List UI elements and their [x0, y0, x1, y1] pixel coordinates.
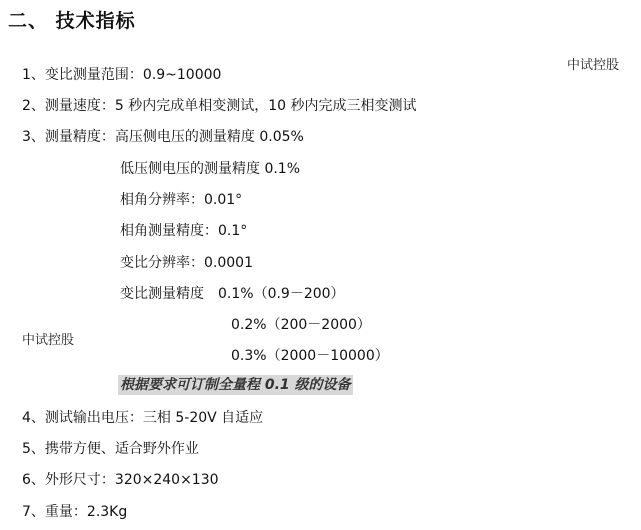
customization-note: 根据要求可订制全量程 0.1 级的设备 — [120, 377, 351, 393]
accuracy-ratio-resolution: 变比分辨率：0.0001 — [120, 255, 253, 271]
spec-item-measure-speed: 2、测量速度：5 秒内完成单相变测试，10 秒内完成三相变测试 — [22, 98, 417, 114]
accuracy-phase-resolution: 相角分辨率：0.01° — [120, 192, 243, 208]
spec-item-weight: 7、重量：2.3Kg — [22, 504, 128, 520]
accuracy-ratio-accuracy-2: 0.2%（200－2000） — [231, 317, 371, 333]
accuracy-phase-accuracy: 相角测量精度：0.1° — [120, 223, 248, 239]
accuracy-ratio-accuracy-3: 0.3%（2000－10000） — [231, 348, 389, 364]
accuracy-low-voltage: 低压侧电压的测量精度 0.1% — [120, 161, 301, 177]
accuracy-ratio-accuracy-1: 变比测量精度 0.1%（0.9－200） — [120, 286, 345, 302]
watermark-text: 中试控股 — [567, 58, 620, 73]
spec-item-output-voltage: 4、测试输出电压：三相 5-20V 自适应 — [22, 410, 264, 426]
spec-item-measure-accuracy: 3、测量精度：高压侧电压的测量精度 0.05% — [22, 129, 304, 145]
watermark-text: 中试控股 — [22, 333, 75, 348]
spec-item-ratio-range: 1、变比测量范围：0.9~10000 — [22, 67, 222, 83]
section-heading: 二、 技术指标 — [8, 10, 136, 32]
spec-item-portability: 5、携带方便、适合野外作业 — [22, 441, 199, 457]
spec-item-dimensions: 6、外形尺寸：320×240×130 — [22, 472, 219, 488]
